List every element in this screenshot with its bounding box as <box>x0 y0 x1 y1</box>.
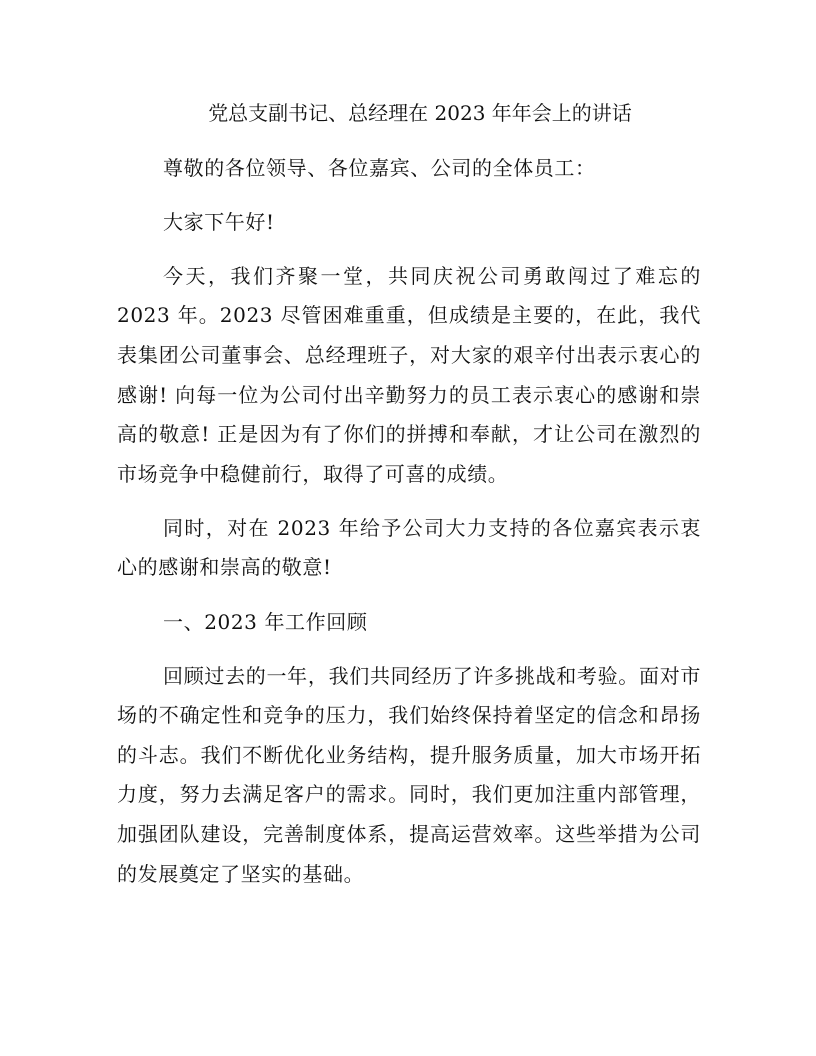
document-title: 党总支副书记、总经理在 2023 年年会上的讲话 <box>208 101 632 125</box>
body-paragraph-guests: 同时，对在 2023 年给予公司大力支持的各位嘉宾表示衷心的感谢和崇高的敬意! <box>117 515 701 580</box>
body-paragraph-review: 回顾过去的一年，我们共同经历了许多挑战和考验。面对市场的不确定性和竞争的压力，我们始终保持着坚定的信念和昂扬的斗志。我们不断优化业务结构，提升服务质量，加大市场开拓力度，努力去满足客户的需求。同时，我们更加注重内部管理，加强团队建设，完善制度体系，提高运营效率。这些举措为公司的发展奠定了坚实的基础。 <box>117 663 701 886</box>
document-body <box>117 94 701 894</box>
body-paragraph-gratitude: 今天，我们齐聚一堂，共同庆祝公司勇敢闯过了难忘的 2023 年。2023 尽管困难重重，但成绩是主要的，在此，我代表集团公司董事会、总经理班子，对大家的艰辛付出表示衷心的感谢! 向每一位为公司付出辛勤努力的员工表示衷心的感谢和崇高的敬意! 正是因为有了你们的拼搏和奉献，才让公司在激烈的市场竞争中稳健前行，取得了可喜的成绩。 <box>117 263 701 486</box>
salutation-paragraph: 尊敬的各位领导、各位嘉宾、公司的全体员工： <box>163 155 596 180</box>
greeting-paragraph: 大家下午好! <box>163 209 275 234</box>
section-heading-review: 一、2023 年工作回顾 <box>163 609 368 634</box>
